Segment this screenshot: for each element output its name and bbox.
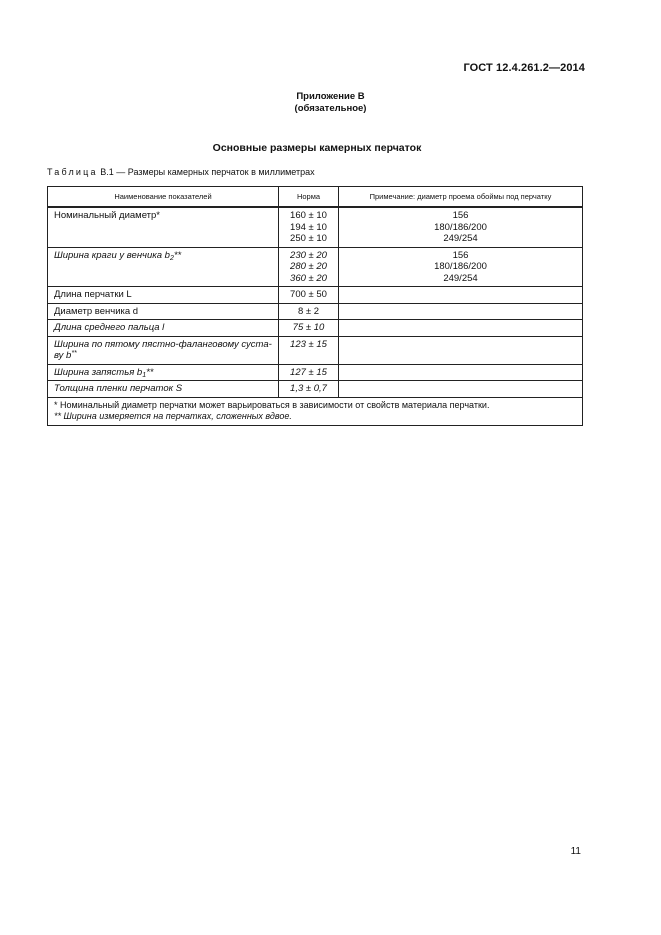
name-subscript: 2 — [169, 254, 174, 262]
row-note — [339, 364, 583, 381]
row-name: Диаметр венчика d — [48, 303, 279, 320]
row-norm: 123 ± 15 — [279, 336, 339, 364]
table-caption — [47, 167, 315, 177]
header-note: Примечание: диаметр проема обоймы под перчатку — [339, 187, 583, 208]
row-norm — [279, 247, 339, 287]
header-norm: Норма — [279, 187, 339, 208]
table-row — [48, 287, 583, 304]
section-title: Основные размеры камерных перчаток — [212, 142, 422, 154]
table-header-row — [48, 187, 583, 208]
row-note — [339, 303, 583, 320]
document-code: ГОСТ 12.4.261.2—2014 — [463, 62, 585, 74]
appendix-heading — [0, 91, 661, 115]
norm-value: 194 ± 10 — [290, 221, 327, 233]
row-norm: 700 ± 50 — [279, 287, 339, 304]
caption-number: В.1 — [100, 167, 114, 177]
table-row — [48, 320, 583, 337]
row-name: Длина среднего пальца l — [48, 320, 279, 337]
table-notes-row — [48, 397, 583, 425]
table-row — [48, 303, 583, 320]
note-value: 180/186/200 — [434, 221, 487, 233]
row-name — [48, 247, 279, 287]
note-value: 156 — [452, 249, 469, 261]
row-note — [339, 247, 583, 287]
caption-label: Таблица — [47, 167, 98, 177]
row-name — [48, 364, 279, 381]
row-name: Толщина пленки перчаток S — [48, 381, 279, 398]
name-footnote-mark: ** — [71, 350, 77, 357]
note-value: 249/254 — [443, 233, 478, 244]
caption-text: — Размеры камерных перчаток в миллиметрах — [116, 167, 315, 177]
norm-value: 230 ± 20 — [290, 249, 327, 261]
name-subscript: 1 — [142, 371, 147, 379]
row-name — [48, 336, 279, 364]
row-norm: 8 ± 2 — [279, 303, 339, 320]
norm-value: 160 ± 10 — [290, 210, 327, 221]
row-norm: 1,3 ± 0,7 — [279, 381, 339, 398]
glove-dimensions-table — [47, 186, 583, 426]
page-number: 11 — [570, 846, 581, 857]
row-note — [339, 381, 583, 398]
footnote: ** Ширина измеряется на перчатках, сложенных вдвое. — [54, 411, 292, 421]
header-indicator-name: Наименование показателей — [48, 187, 279, 208]
row-name: Длина перчатки L — [48, 287, 279, 304]
table-row — [48, 364, 583, 381]
note-value: 156 — [452, 210, 469, 221]
row-note — [339, 336, 583, 364]
row-note — [339, 287, 583, 304]
row-norm: 127 ± 15 — [279, 364, 339, 381]
table-notes — [48, 397, 583, 425]
row-note — [339, 207, 583, 247]
footnote: * Номинальный диаметр перчатки может варьироваться в зависимости от свойств материала перчатки. — [54, 399, 490, 410]
norm-value: 280 ± 20 — [290, 261, 327, 272]
table-row — [48, 207, 583, 247]
name-text: Ширина краги у венчика b — [54, 249, 170, 261]
row-norm — [279, 207, 339, 247]
row-note — [339, 320, 583, 337]
name-text: Ширина запястья b — [54, 366, 143, 378]
name-footnote-mark: ** — [173, 249, 182, 261]
row-norm: 75 ± 10 — [279, 320, 339, 337]
row-name: Номинальный диаметр* — [48, 207, 279, 247]
norm-value: 250 ± 10 — [290, 233, 327, 244]
norm-value: 360 ± 20 — [290, 272, 327, 284]
name-text: ву b — [54, 350, 72, 361]
name-text: Ширина по пятому пястно-фаланговому суста- — [54, 338, 272, 350]
appendix-title: Приложение В — [296, 91, 365, 102]
table-row — [48, 247, 583, 287]
name-footnote-mark: ** — [146, 366, 154, 378]
appendix-status: (обязательное) — [294, 103, 367, 114]
note-value: 180/186/200 — [434, 261, 487, 272]
note-value: 249/254 — [443, 272, 478, 284]
table-row — [48, 336, 583, 364]
table-row — [48, 381, 583, 398]
